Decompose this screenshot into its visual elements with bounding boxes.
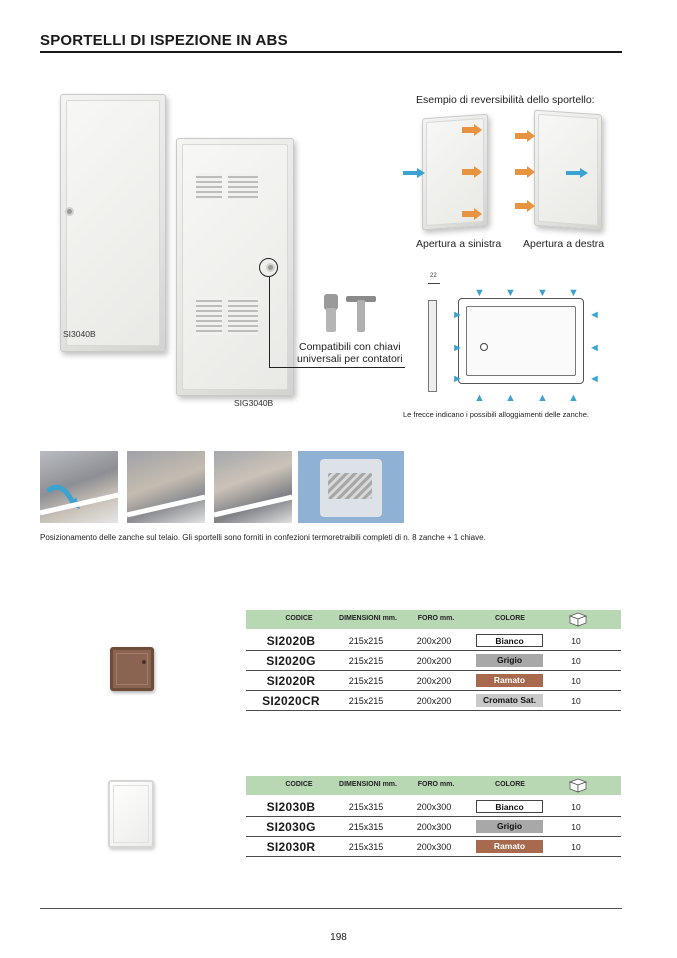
product-image-si2030 bbox=[108, 780, 154, 848]
label-sig3040b: SIG3040B bbox=[234, 398, 274, 408]
orange-arrow-icon bbox=[462, 124, 482, 136]
table2-header bbox=[246, 776, 621, 795]
color-badge: Bianco bbox=[476, 800, 543, 813]
keys-caption-line2: universali per contatori bbox=[297, 353, 403, 365]
blue-arrow-down-icon: ▼ bbox=[474, 287, 485, 299]
curved-arrow-icon bbox=[40, 451, 118, 523]
door-frame bbox=[66, 100, 160, 346]
orange-arrow-icon bbox=[462, 166, 482, 178]
orange-arrow-icon bbox=[515, 130, 535, 142]
col-codice: CODICE bbox=[285, 781, 313, 788]
blue-arrow-down-icon: ▼ bbox=[568, 287, 579, 299]
left-opening-caption: Apertura a sinistra bbox=[416, 238, 502, 250]
product-code: SI2030R bbox=[266, 840, 316, 854]
package-qty: 10 bbox=[571, 656, 581, 666]
color-badge: Cromato Sat. bbox=[476, 694, 543, 707]
blue-arrow-up-icon: ▲ bbox=[474, 392, 485, 404]
dimensions: 215x315 bbox=[348, 822, 384, 832]
package-box-icon bbox=[568, 777, 588, 793]
hole-size: 200x300 bbox=[416, 822, 452, 832]
product-code: SI2020G bbox=[266, 654, 316, 668]
table-row bbox=[246, 797, 621, 817]
dimensions: 215x215 bbox=[348, 636, 384, 646]
col-codice: CODICE bbox=[285, 615, 313, 622]
dimensions: 215x315 bbox=[348, 842, 384, 852]
col-foro: FORO mm. bbox=[417, 615, 455, 622]
lock-icon bbox=[65, 207, 74, 216]
product-code: SI2020CR bbox=[262, 694, 320, 708]
blue-arrow-up-icon: ▲ bbox=[537, 392, 548, 404]
hole-size: 200x200 bbox=[416, 676, 452, 686]
photo-mounting-step3 bbox=[214, 451, 292, 523]
product-image-si2020 bbox=[110, 647, 154, 691]
front-door bbox=[466, 306, 576, 376]
table-row bbox=[246, 631, 621, 651]
title-rule bbox=[40, 51, 622, 53]
frame-edge-icon bbox=[214, 451, 292, 523]
orange-arrow-icon bbox=[515, 166, 535, 178]
dimensions: 215x315 bbox=[348, 802, 384, 812]
product-code: SI2030G bbox=[266, 820, 316, 834]
connector-line bbox=[269, 367, 405, 368]
blue-arrow-right-icon: ► bbox=[452, 373, 463, 385]
product-code: SI2030B bbox=[266, 800, 316, 814]
dimensions: 215x215 bbox=[348, 656, 384, 666]
table1-header bbox=[246, 610, 621, 629]
col-dimensioni: DIMENSIONI mm. bbox=[339, 615, 397, 622]
color-badge: Bianco bbox=[476, 634, 543, 647]
blue-arrow-icon bbox=[566, 168, 590, 178]
blue-arrow-right-icon: ► bbox=[452, 309, 463, 321]
col-colore: COLORE bbox=[495, 781, 525, 788]
blue-arrow-up-icon: ▲ bbox=[505, 392, 516, 404]
hole-size: 200x300 bbox=[416, 802, 452, 812]
diagram-note: Le frecce indicano i possibili alloggiamenti delle zanche. bbox=[403, 410, 589, 419]
lock-icon bbox=[480, 343, 488, 351]
dimension-line bbox=[428, 283, 440, 284]
product-code: SI2020R bbox=[266, 674, 316, 688]
hole-size: 200x200 bbox=[416, 696, 452, 706]
package-box-icon bbox=[568, 611, 588, 627]
col-dimensioni: DIMENSIONI mm. bbox=[339, 781, 397, 788]
frame-edge-icon bbox=[127, 451, 205, 523]
photo-mounting-step1 bbox=[40, 451, 118, 523]
dimensions: 215x215 bbox=[348, 676, 384, 686]
package-qty: 10 bbox=[571, 696, 581, 706]
page-title: SPORTELLI DI ISPEZIONE IN ABS bbox=[40, 32, 288, 49]
louver-bottom-left bbox=[196, 297, 222, 335]
package-qty: 10 bbox=[571, 842, 581, 852]
blue-arrow-left-icon: ◄ bbox=[589, 309, 600, 321]
louver-bottom-right bbox=[228, 297, 258, 335]
side-profile bbox=[428, 300, 437, 392]
blue-arrow-left-icon: ◄ bbox=[589, 373, 600, 385]
col-foro: FORO mm. bbox=[417, 781, 455, 788]
color-badge: Grigio bbox=[476, 654, 543, 667]
door-si3040b-image bbox=[60, 94, 166, 352]
orange-arrow-icon bbox=[462, 208, 482, 220]
lock-highlight-circle bbox=[259, 258, 278, 277]
dimension-label: 22 bbox=[430, 273, 437, 279]
louver-top-right bbox=[228, 173, 258, 199]
blue-arrow-right-icon: ► bbox=[452, 342, 463, 354]
package-qty: 10 bbox=[571, 636, 581, 646]
photo-mounting-step2 bbox=[127, 451, 205, 523]
dimensions: 215x215 bbox=[348, 696, 384, 706]
package-qty: 10 bbox=[571, 676, 581, 686]
photo-caption: Posizionamento delle zanche sul telaio. Gli sportelli sono forniti in confezioni termoretraibili completi di n. 8 zanche + 1 chiave. bbox=[40, 533, 486, 542]
col-colore: COLORE bbox=[495, 615, 525, 622]
table-row bbox=[246, 671, 621, 691]
color-badge: Ramato bbox=[476, 674, 543, 687]
blue-arrow-down-icon: ▼ bbox=[505, 287, 516, 299]
keys-caption-line1: Compatibili con chiavi bbox=[299, 341, 401, 353]
table-row bbox=[246, 817, 621, 837]
color-badge: Grigio bbox=[476, 820, 543, 833]
connector-line bbox=[269, 277, 270, 367]
hole-size: 200x200 bbox=[416, 656, 452, 666]
louver-top-left bbox=[196, 173, 222, 199]
reversibility-heading: Esempio di reversibilità dello sportello: bbox=[416, 94, 595, 106]
blue-arrow-left-icon: ◄ bbox=[589, 342, 600, 354]
hole-size: 200x300 bbox=[416, 842, 452, 852]
color-badge: Ramato bbox=[476, 840, 543, 853]
table-row bbox=[246, 837, 621, 857]
meter-key-icon bbox=[318, 292, 378, 338]
orange-arrow-icon bbox=[515, 200, 535, 212]
page-number: 198 bbox=[330, 932, 347, 943]
blue-arrow-down-icon: ▼ bbox=[537, 287, 548, 299]
table-row bbox=[246, 651, 621, 671]
table-row bbox=[246, 691, 621, 711]
photo-package-contents bbox=[298, 451, 404, 523]
blue-arrow-up-icon: ▲ bbox=[568, 392, 579, 404]
package-qty: 10 bbox=[571, 822, 581, 832]
package-qty: 10 bbox=[571, 802, 581, 812]
hole-size: 200x200 bbox=[416, 636, 452, 646]
footer-rule bbox=[40, 908, 622, 909]
right-opening-caption: Apertura a destra bbox=[523, 238, 605, 250]
blue-arrow-icon bbox=[403, 168, 427, 178]
product-code: SI2020B bbox=[266, 634, 316, 648]
label-si3040b: SI3040B bbox=[63, 329, 96, 339]
